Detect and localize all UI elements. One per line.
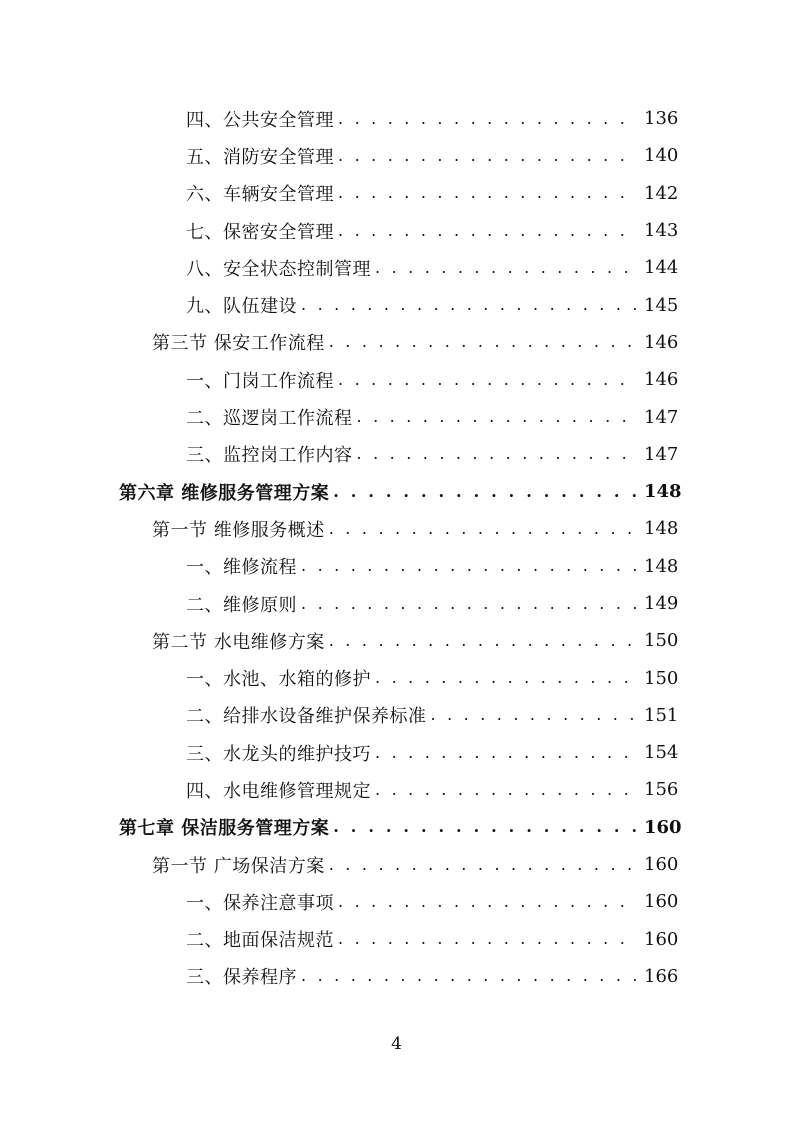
toc-section-entry [0, 846, 793, 883]
toc-entry-title: 一、保养注意事项 [186, 892, 334, 914]
toc-item-entry [0, 361, 793, 398]
toc-entry-page-number: 150 [644, 667, 679, 689]
toc-entry-title: 三、监控岗工作内容 [186, 445, 353, 467]
toc-entry-page-number: 160 [644, 816, 682, 838]
dot-leader [357, 409, 637, 425]
toc-item-entry [0, 548, 793, 585]
toc-item-entry [0, 398, 793, 435]
dot-leader [338, 148, 636, 164]
toc-entry-title: 四、公共安全管理 [186, 109, 334, 131]
toc-item-entry [0, 212, 793, 249]
table-of-contents [0, 100, 793, 995]
toc-item-entry [0, 921, 793, 958]
toc-item-entry [0, 734, 793, 771]
toc-entry-page-number: 146 [644, 369, 679, 391]
dot-leader [357, 446, 637, 462]
toc-chapter-entry [0, 473, 793, 510]
dot-leader [329, 857, 636, 873]
dot-leader [301, 297, 636, 313]
toc-entry-title: 第一节 维修服务概述 [152, 519, 325, 541]
toc-entry-page-number: 143 [644, 220, 679, 242]
toc-entry-page-number: 154 [644, 742, 679, 764]
toc-entry-page-number: 140 [644, 145, 679, 167]
toc-entry-page-number: 156 [644, 779, 679, 801]
toc-entry-title: 第六章 维修服务管理方案 [119, 482, 330, 504]
toc-entry-title: 六、车辆安全管理 [186, 184, 334, 206]
toc-entry-title: 七、保密安全管理 [186, 221, 334, 243]
dot-leader [329, 521, 636, 537]
toc-entry-page-number: 136 [644, 108, 679, 130]
toc-item-entry [0, 436, 793, 473]
dot-leader [301, 558, 636, 574]
dot-leader [375, 745, 636, 761]
toc-entry-page-number: 148 [644, 518, 679, 540]
dot-leader [338, 223, 636, 239]
toc-entry-page-number: 145 [644, 294, 679, 316]
toc-entry-title: 二、巡逻岗工作流程 [186, 408, 353, 430]
toc-item-entry [0, 175, 793, 212]
dot-leader [333, 484, 636, 500]
dot-leader [338, 111, 636, 127]
toc-entry-title: 三、保养程序 [186, 967, 297, 989]
toc-entry-title: 三、水龙头的维护技巧 [186, 743, 371, 765]
toc-section-entry [0, 510, 793, 547]
dot-leader [338, 185, 636, 201]
toc-entry-page-number: 147 [644, 406, 679, 428]
dot-leader [333, 819, 636, 835]
dot-leader [431, 707, 637, 723]
toc-entry-title: 二、维修原则 [186, 594, 297, 616]
toc-entry-page-number: 147 [644, 443, 679, 465]
toc-entry-page-number: 148 [644, 555, 679, 577]
toc-entry-page-number: 146 [644, 331, 679, 353]
toc-entry-title: 第三节 保安工作流程 [152, 333, 325, 355]
toc-item-entry [0, 100, 793, 137]
toc-item-entry [0, 137, 793, 174]
toc-entry-page-number: 160 [644, 854, 679, 876]
toc-entry-title: 一、水池、水箱的修护 [186, 669, 371, 691]
toc-entry-title: 第一节 广场保洁方案 [152, 855, 325, 877]
toc-entry-title: 第二节 水电维修方案 [152, 631, 325, 653]
dot-leader [301, 968, 636, 984]
toc-section-entry [0, 324, 793, 361]
dot-leader [329, 633, 636, 649]
toc-item-entry [0, 883, 793, 920]
toc-entry-title: 二、地面保洁规范 [186, 930, 334, 952]
toc-item-entry [0, 771, 793, 808]
toc-entry-page-number: 166 [644, 965, 679, 987]
toc-item-entry [0, 697, 793, 734]
dot-leader [329, 334, 636, 350]
toc-entry-page-number: 160 [644, 891, 679, 913]
toc-entry-page-number: 149 [644, 593, 679, 614]
toc-item-entry [0, 958, 793, 995]
dot-leader [375, 782, 636, 798]
toc-item-entry [0, 585, 793, 622]
toc-entry-page-number: 151 [644, 704, 679, 726]
toc-section-entry [0, 622, 793, 659]
page-number-footer: 4 [391, 1034, 402, 1054]
dot-leader [375, 670, 636, 686]
toc-entry-title: 五、消防安全管理 [186, 146, 334, 168]
toc-entry-title: 第七章 保洁服务管理方案 [119, 818, 330, 840]
toc-item-entry [0, 249, 793, 286]
dot-leader [338, 931, 636, 947]
toc-entry-title: 一、维修流程 [186, 557, 297, 579]
toc-entry-page-number: 142 [644, 182, 679, 204]
toc-chapter-entry [0, 809, 793, 846]
toc-entry-title: 一、门岗工作流程 [186, 370, 334, 392]
dot-leader [301, 596, 636, 612]
dot-leader [375, 260, 636, 276]
toc-entry-page-number: 160 [644, 928, 679, 950]
toc-item-entry [0, 286, 793, 323]
dot-leader [338, 894, 636, 910]
toc-entry-title: 二、给排水设备维护保养标准 [186, 706, 427, 728]
toc-item-entry [0, 659, 793, 696]
toc-entry-page-number: 150 [644, 630, 679, 652]
toc-entry-title: 四、水电维修管理规定 [186, 780, 371, 802]
toc-entry-title: 八、安全状态控制管理 [186, 258, 371, 280]
dot-leader [338, 372, 636, 388]
toc-entry-title: 九、队伍建设 [186, 296, 297, 318]
toc-entry-page-number: 148 [644, 481, 682, 503]
toc-entry-page-number: 144 [644, 257, 679, 279]
